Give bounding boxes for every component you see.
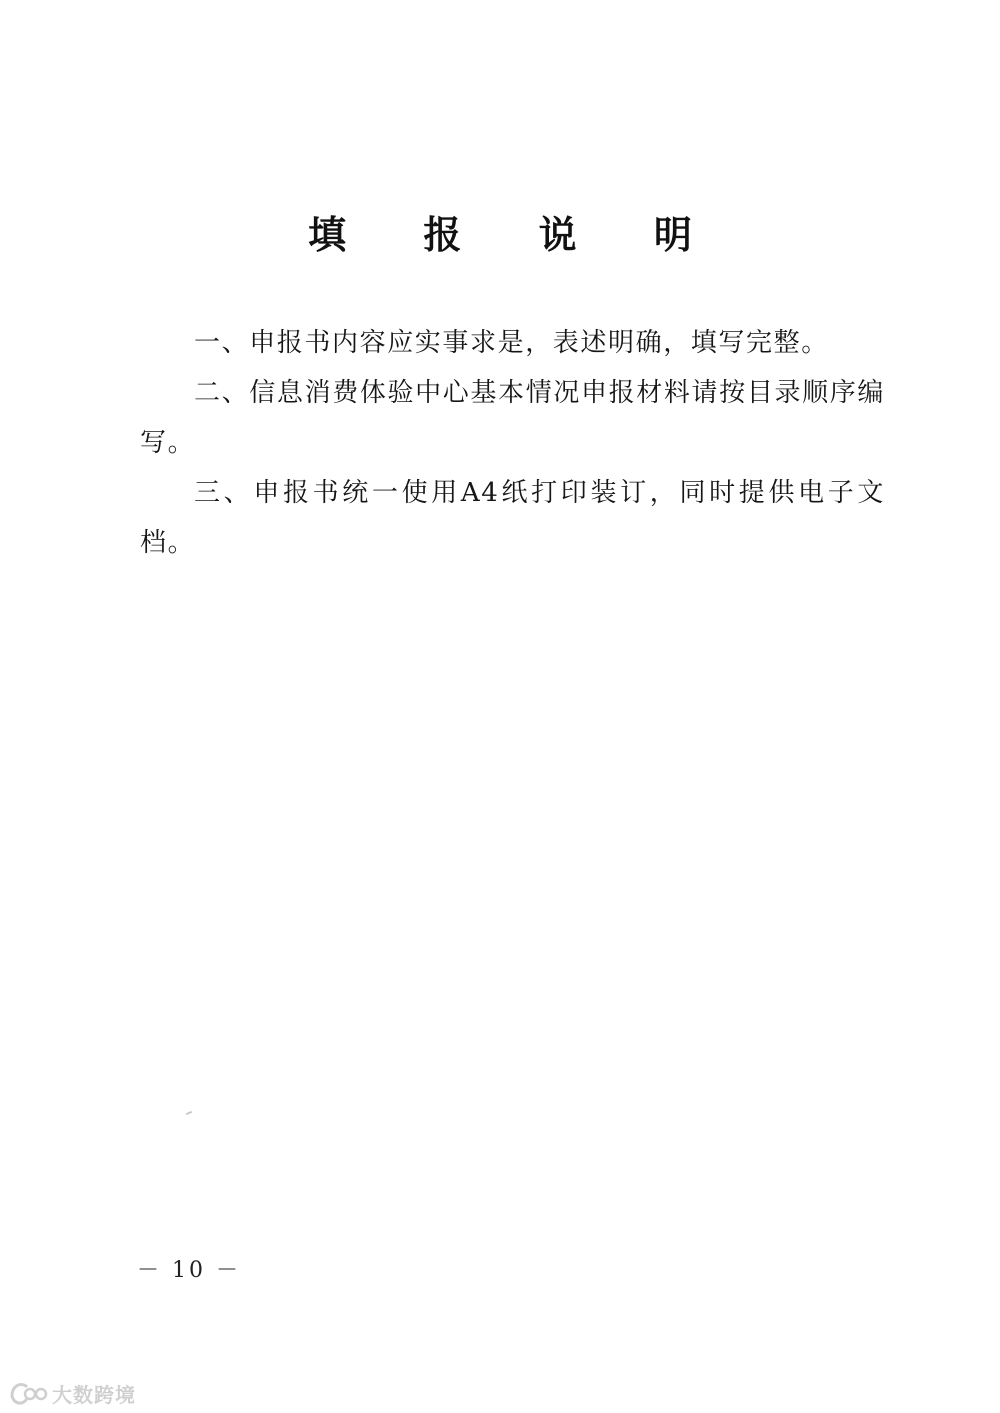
page-title: 填 报 说 明 [308, 212, 724, 257]
page-number: － 10 － [137, 1258, 241, 1283]
watermark-text: 大数跨境 [52, 1382, 136, 1407]
brand-logo-icon [6, 1378, 50, 1408]
instruction-item-1: 一、申报书内容应实事求是，表述明确，填写完整。 [194, 328, 829, 358]
instruction-item-2: 二、信息消费体验中心基本情况申报材料请按目录顺序编写。 [140, 378, 885, 458]
instructions-list [140, 318, 885, 568]
scan-speck [186, 1111, 192, 1115]
instruction-item-3: 三、申报书统一使用A4纸打印装订，同时提供电子文档。 [140, 478, 885, 558]
watermark [6, 1376, 136, 1410]
